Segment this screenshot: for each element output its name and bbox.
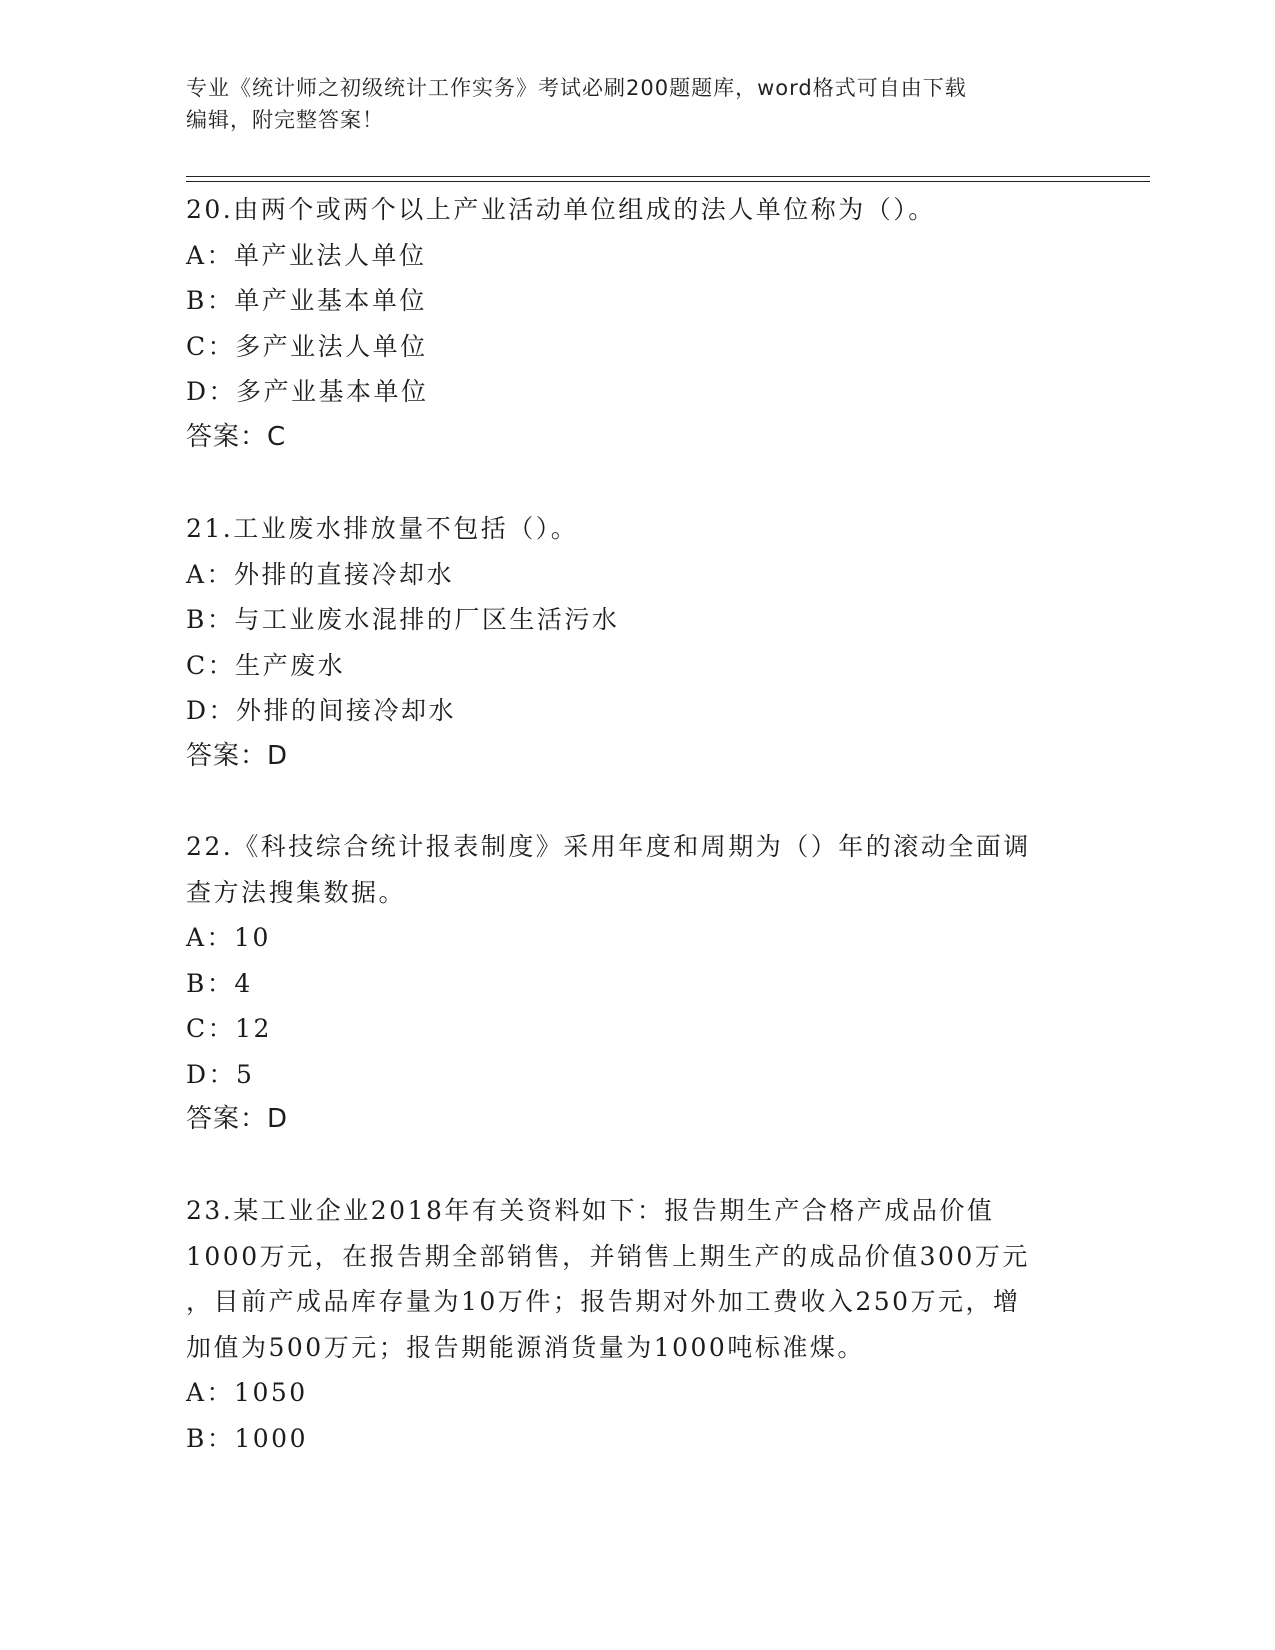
option-b: B：4	[186, 968, 253, 998]
option-b: B：1000	[186, 1423, 308, 1453]
header-line-1: 专业《统计师之初级统计工作实务》考试必刷200题题库，word格式可自由下载	[186, 76, 967, 100]
header-divider-bottom	[186, 181, 1150, 182]
question-22	[186, 824, 1086, 1143]
question-text-line-3: ，目前产成品库存量为10万件；报告期对外加工费收入250万元，增	[186, 1287, 1021, 1316]
header-line-2: 编辑，附完整答案！	[186, 108, 384, 132]
option-a: A：单产业法人单位	[186, 240, 427, 270]
option-c: C：12	[186, 1014, 272, 1043]
option-c: C：生产废水	[186, 650, 346, 680]
option-d: D：多产业基本单位	[186, 377, 429, 406]
option-c: C：多产业法人单位	[186, 331, 428, 361]
question-text-line-4: 加值为500万元；报告期能源消货量为1000吨标准煤。	[186, 1332, 865, 1362]
option-a: A：10	[186, 923, 271, 952]
answer: 答案：D	[186, 740, 289, 771]
header-divider-top	[186, 176, 1150, 177]
answer: 答案：D	[186, 1104, 289, 1134]
option-d: D：外排的间接冷却水	[186, 696, 457, 725]
option-a: A：1050	[186, 1378, 308, 1407]
question-21	[186, 506, 1086, 779]
option-d: D：5	[186, 1059, 255, 1089]
question-text: 21.工业废水排放量不包括（）。	[186, 514, 579, 543]
document-header	[186, 72, 1086, 136]
question-text: 20.由两个或两个以上产业活动单位组成的法人单位称为（）。	[186, 195, 936, 224]
question-text-line-2: 查方法搜集数据。	[186, 877, 407, 907]
option-b: B：单产业基本单位	[186, 286, 427, 315]
option-b: B：与工业废水混排的厂区生活污水	[186, 605, 620, 634]
question-text-line-2: 1000万元，在报告期全部销售，并销售上期生产的成品价值300万元	[186, 1241, 1030, 1271]
answer: 答案：C	[186, 421, 287, 452]
option-a: A：外排的直接冷却水	[186, 559, 455, 589]
question-text-line-1: 22.《科技综合统计报表制度》采用年度和周期为（）年的滚动全面调	[186, 832, 1031, 861]
question-23	[186, 1188, 1086, 1461]
question-text-line-1: 23.某工业企业2018年有关资料如下：报告期生产合格产成品价值	[186, 1196, 995, 1225]
question-20	[186, 187, 1086, 460]
